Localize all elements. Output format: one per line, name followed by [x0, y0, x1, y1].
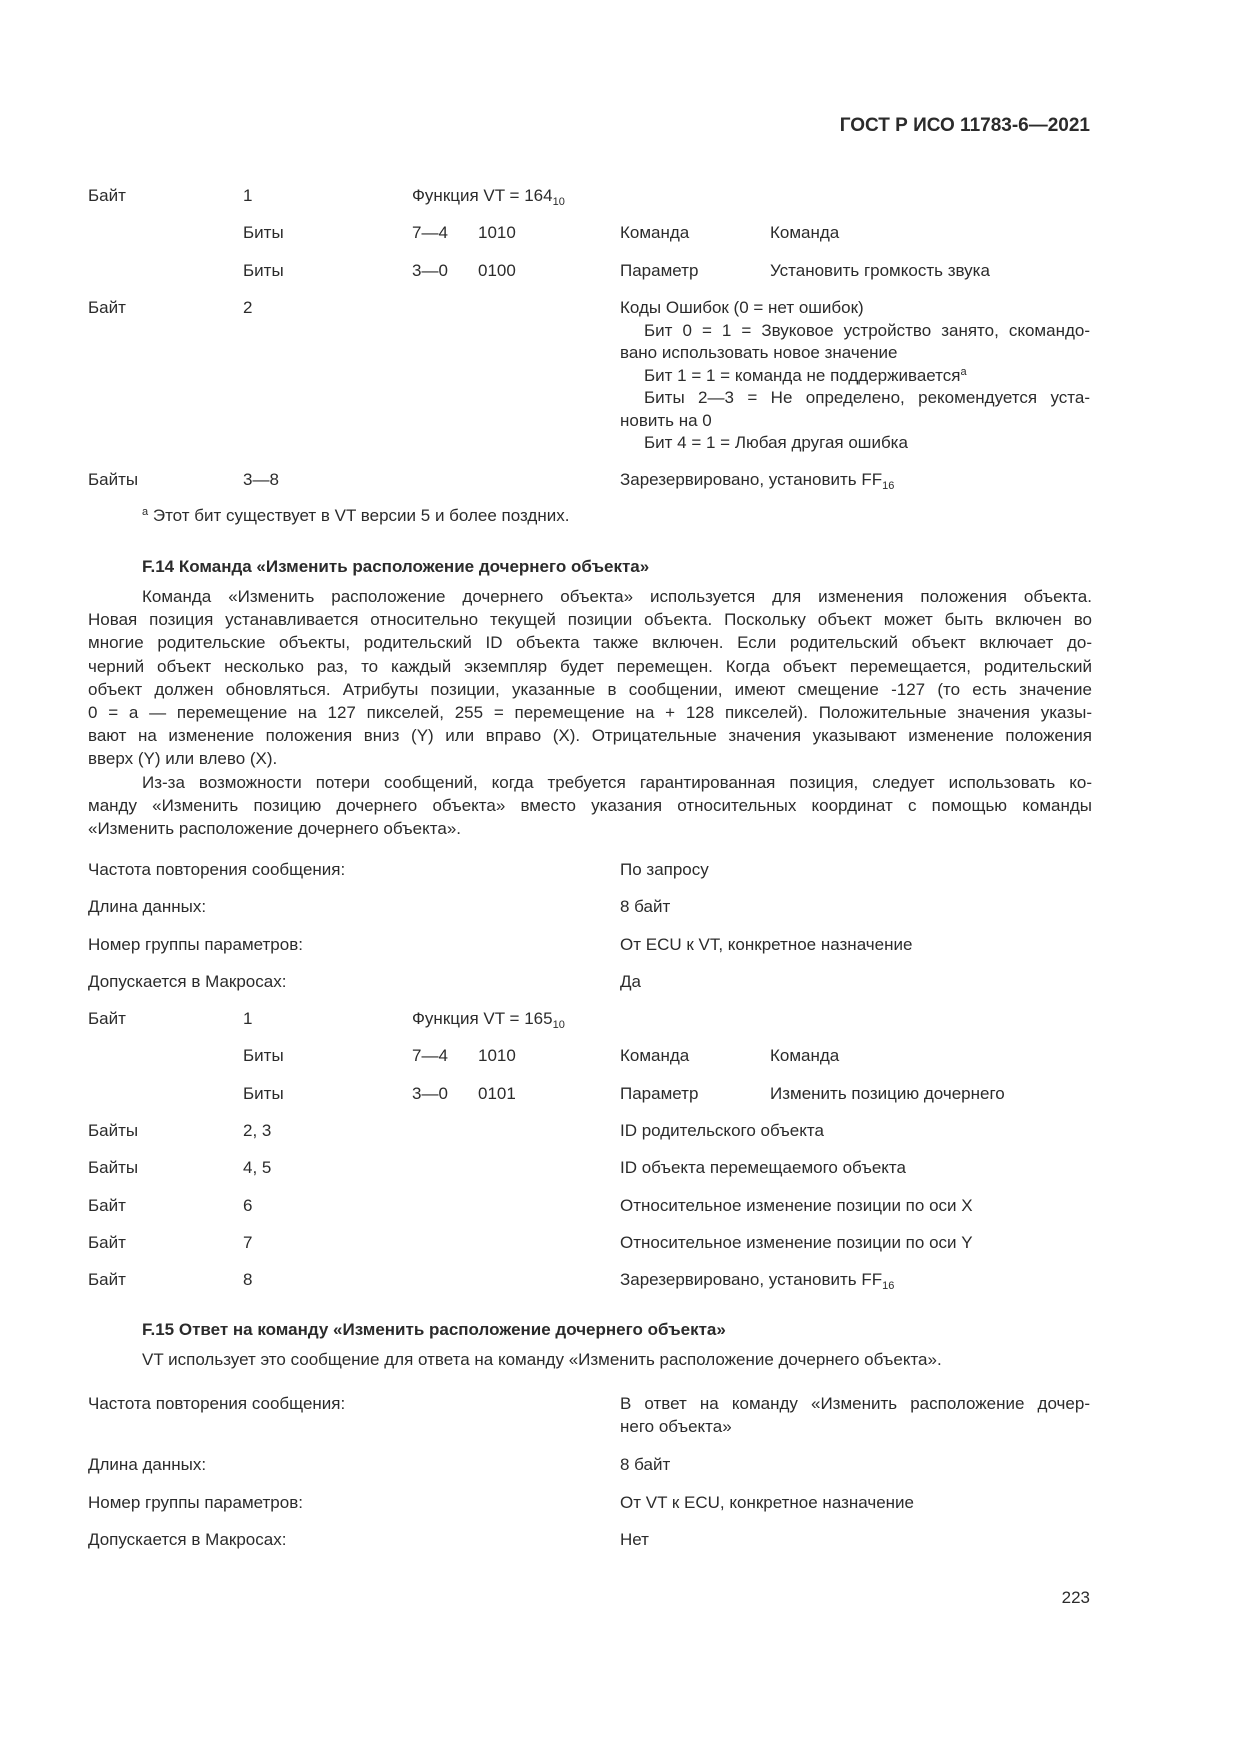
bytes-number: 3—8	[243, 470, 279, 489]
byte-number: 7	[243, 1233, 253, 1252]
error-bit0-line2: вано использовать новое значение	[620, 343, 898, 362]
error-bits23-line2: новить на 0	[620, 410, 712, 430]
freq-value: По запросу	[620, 860, 709, 879]
error-bit4: Бит 4 = 1 = Любая другая ошибка	[644, 433, 908, 452]
byte-description: Относительное изменение позиции по оси Y	[620, 1233, 973, 1252]
byte-number: 1	[243, 186, 253, 205]
byte-label: Байт	[88, 1196, 126, 1215]
reserved-description: Зарезервировано, установить $FF_{16}$	[620, 470, 895, 492]
bits-description: Команда	[770, 223, 840, 242]
length-value: 8 байт	[620, 1455, 671, 1474]
byte-number: 1	[243, 1009, 253, 1028]
byte-number: 6	[243, 1196, 253, 1215]
macro-value: Нет	[620, 1530, 649, 1549]
section-heading-f15: F.15 Ответ на команду «Изменить расположение дочернего объекта»	[142, 1320, 726, 1339]
byte-description: Относительное изменение позиции по оси X	[620, 1196, 973, 1215]
bits-range: 3—0	[412, 261, 448, 280]
error-bit0-line1: Бит 0 = 1 = Звуковое устройство занято, скомандо-	[644, 320, 1090, 340]
bits-value: 0101	[478, 1084, 516, 1103]
bits-field: Команда	[620, 1046, 690, 1065]
length-value: 8 байт	[620, 897, 671, 916]
bits-range: 7—4	[412, 223, 448, 242]
bits-field: Параметр	[620, 1084, 699, 1103]
bytes-number: 2, 3	[243, 1121, 272, 1140]
bytes-number: 4, 5	[243, 1158, 272, 1177]
freq-label: Частота повторения сообщения:	[88, 1394, 346, 1413]
pgn-value: От ECU к VT, конкретное назначение	[620, 935, 913, 954]
paragraph-f14-2: Из-за возможности потери сообщений, когда требуется гарантированная позиция, следует использовать ко- манду «Изменить позицию дочернего объекта» вместо указания относительных координат с помощью команды «Изменить расположение дочернего объекта».	[88, 773, 1092, 839]
byte-number: 2	[243, 298, 253, 317]
bytes-label: Байты	[88, 1158, 139, 1177]
byte-label: Байт	[88, 298, 126, 317]
standard-header: ГОСТ Р ИСО 11783-6—2021	[839, 115, 1090, 136]
bits-label: Биты	[243, 261, 284, 280]
paragraph-f15: VT использует это сообщение для ответа на команду «Изменить расположение дочернего объекта».	[142, 1350, 942, 1369]
pgn-label: Номер группы параметров:	[88, 1493, 303, 1512]
vt-function: Функция VT = $164_{10}$	[412, 186, 565, 208]
pgn-value: От VT к ECU, конкретное назначение	[620, 1493, 914, 1512]
section-heading-f14: F.14 Команда «Изменить расположение дочернего объекта»	[142, 557, 650, 576]
error-codes	[620, 297, 1090, 455]
bytes-label: Байты	[88, 470, 139, 489]
bits-description: Изменить позицию дочернего	[770, 1084, 1005, 1103]
byte-label: Байт	[88, 1009, 126, 1028]
footnote: $^a$ Этот бит существует в VT версии 5 и более поздних.	[142, 506, 570, 525]
vt-function: Функция VT = $165_{10}$	[412, 1009, 565, 1031]
bits-range: 7—4	[412, 1046, 448, 1065]
length-label: Длина данных:	[88, 1455, 207, 1474]
bits-label: Биты	[243, 223, 284, 242]
bits-value: 1010	[478, 223, 516, 242]
bits-description: Установить громкость звука	[770, 261, 990, 280]
reserved-description: Зарезервировано, установить $FF_{16}$	[620, 1270, 895, 1292]
bytes-description: ID объекта перемещаемого объекта	[620, 1158, 906, 1177]
macro-value: Да	[620, 972, 641, 991]
macro-label: Допускается в Макросах:	[88, 972, 287, 991]
error-bits23-line1: Биты 2—3 = Не определено, рекомендуется уста-	[644, 388, 1090, 407]
byte-label: Байт	[88, 1233, 126, 1252]
bits-description: Команда	[770, 1046, 840, 1065]
bytes-label: Байты	[88, 1121, 139, 1140]
bits-range: 3—0	[412, 1084, 448, 1103]
freq-label: Частота повторения сообщения:	[88, 860, 346, 879]
macro-label: Допускается в Макросах:	[88, 1530, 287, 1549]
paragraph-f14-1: Команда «Изменить расположение дочернего объекта» используется для изменения положения объекта. Новая позиция устанавливается относительно текущей позиции объекта. Поскольку объект может быть включен во многие родительские объекты, родительский ID объекта также включен. Если родительский объект включает до- черний объект несколько раз, то каждый экземпляр будет перемещен. Когда объект перемещается, родительский объект должен обновляться. Атрибуты позиции, указанные в сообщении, имеют смещение -127 (то есть значение 0 = а — перемещение на 127 пикселей, 255 = перемещение на + 128 пикселей). Положительные значения указы- вают на изменение положения вниз (Y) или вправо (X). Отрицательные значения указывают изменение положения вверх (Y) или влево (X).	[88, 587, 1092, 769]
length-label: Длина данных:	[88, 897, 207, 916]
bits-value: 1010	[478, 1046, 516, 1065]
byte-label: Байт	[88, 1270, 126, 1289]
freq-value: В ответ на команду «Изменить расположение дочер- него объекта»	[620, 1394, 1090, 1436]
bytes-description: ID родительского объекта	[620, 1121, 824, 1140]
pgn-label: Номер группы параметров:	[88, 935, 303, 954]
error-codes-title: Коды Ошибок (0 = нет ошибок)	[620, 298, 864, 317]
bits-value: 0100	[478, 261, 516, 280]
bits-label: Биты	[243, 1046, 284, 1065]
bits-label: Биты	[243, 1084, 284, 1103]
byte-number: 8	[243, 1270, 253, 1289]
footnote-mark: a	[142, 506, 149, 518]
bits-field: Команда	[620, 223, 690, 242]
page-number: 223	[1061, 1588, 1090, 1607]
byte-label: Байт	[88, 186, 126, 205]
error-bit1: Бит 1 = 1 = команда не поддерживается$^a$	[644, 365, 967, 385]
bits-field: Параметр	[620, 261, 699, 280]
